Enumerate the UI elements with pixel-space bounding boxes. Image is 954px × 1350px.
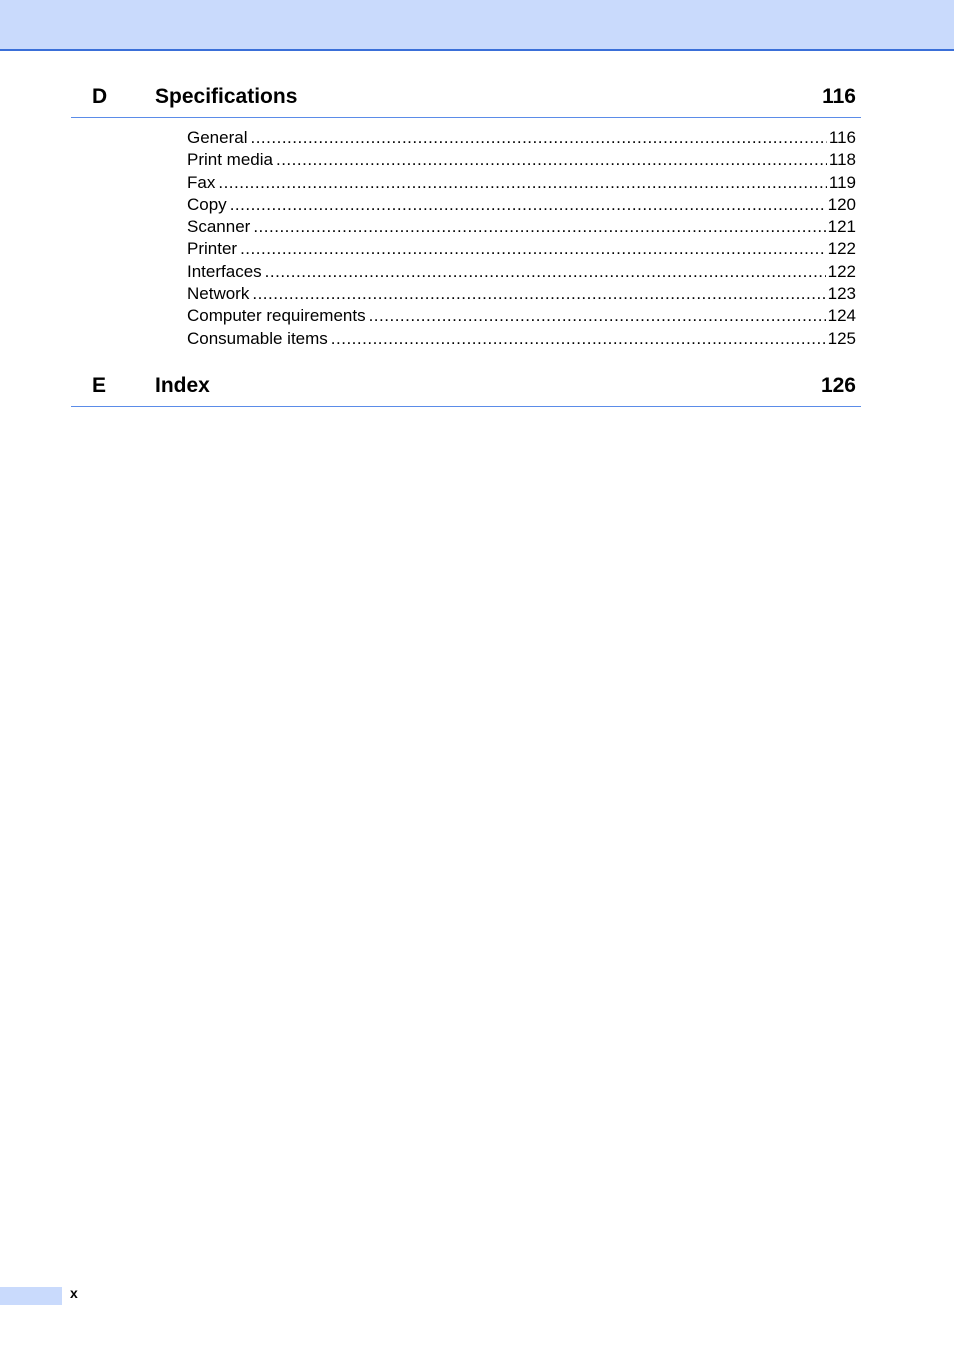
toc-entry-label: General xyxy=(187,128,248,147)
toc-entry-scanner[interactable] xyxy=(187,216,856,238)
dot-leader xyxy=(240,238,826,260)
dot-leader xyxy=(250,127,826,149)
toc-entry-fax[interactable] xyxy=(187,172,856,194)
toc-entry-label: Printer xyxy=(187,239,238,259)
toc-entry-page: 118 xyxy=(828,150,856,170)
toc-entry-consumable-items[interactable] xyxy=(187,328,856,350)
toc-entry-page: 121 xyxy=(827,217,856,237)
toc-entry-label: Copy xyxy=(187,194,227,214)
toc-entry-print-media[interactable] xyxy=(187,149,856,171)
toc-entry-page: 122 xyxy=(827,261,856,281)
toc-entry-page: 124 xyxy=(827,306,856,326)
toc-entry-interfaces[interactable] xyxy=(187,261,856,283)
chapter-heading-d[interactable] xyxy=(71,83,861,118)
toc-entries-specifications xyxy=(187,127,856,350)
toc-entry-printer[interactable] xyxy=(187,238,856,260)
toc-entry-page: 125 xyxy=(827,328,856,348)
dot-leader xyxy=(265,261,826,283)
footer-page-number: x xyxy=(70,1285,78,1301)
dot-leader xyxy=(230,194,826,216)
header-band xyxy=(0,0,954,51)
chapter-heading-e[interactable] xyxy=(71,372,861,407)
dot-leader xyxy=(276,149,827,171)
chapter-title: Index xyxy=(155,374,210,397)
toc-entry-page: 116 xyxy=(828,128,856,147)
toc-entry-page: 119 xyxy=(828,172,856,192)
toc-entry-copy[interactable] xyxy=(187,194,856,216)
toc-entry-general[interactable] xyxy=(187,127,856,149)
dot-leader xyxy=(253,216,825,238)
dot-leader xyxy=(218,172,827,194)
chapter-letter: D xyxy=(92,85,108,108)
chapter-page-number: 116 xyxy=(822,85,856,108)
toc-entry-label: Consumable items xyxy=(187,328,328,348)
toc-entry-network[interactable] xyxy=(187,283,856,305)
dot-leader xyxy=(252,283,825,305)
toc-entry-label: Fax xyxy=(187,172,216,192)
toc-entry-page: 120 xyxy=(827,194,856,214)
dot-leader xyxy=(369,305,826,327)
chapter-title: Specifications xyxy=(155,85,298,108)
toc-entry-computer-requirements[interactable] xyxy=(187,305,856,327)
dot-leader xyxy=(331,328,826,350)
toc-entry-page: 123 xyxy=(827,284,856,304)
toc-entry-label: Scanner xyxy=(187,217,251,237)
toc-entry-page: 122 xyxy=(827,239,856,259)
toc-entry-label: Interfaces xyxy=(187,261,262,281)
chapter-page-number: 126 xyxy=(820,374,856,397)
chapter-letter: E xyxy=(92,374,107,397)
toc-entry-label: Computer requirements xyxy=(187,306,366,326)
toc-entry-label: Network xyxy=(187,284,250,304)
footer-tab xyxy=(0,1287,62,1305)
toc-entry-label: Print media xyxy=(187,150,273,170)
